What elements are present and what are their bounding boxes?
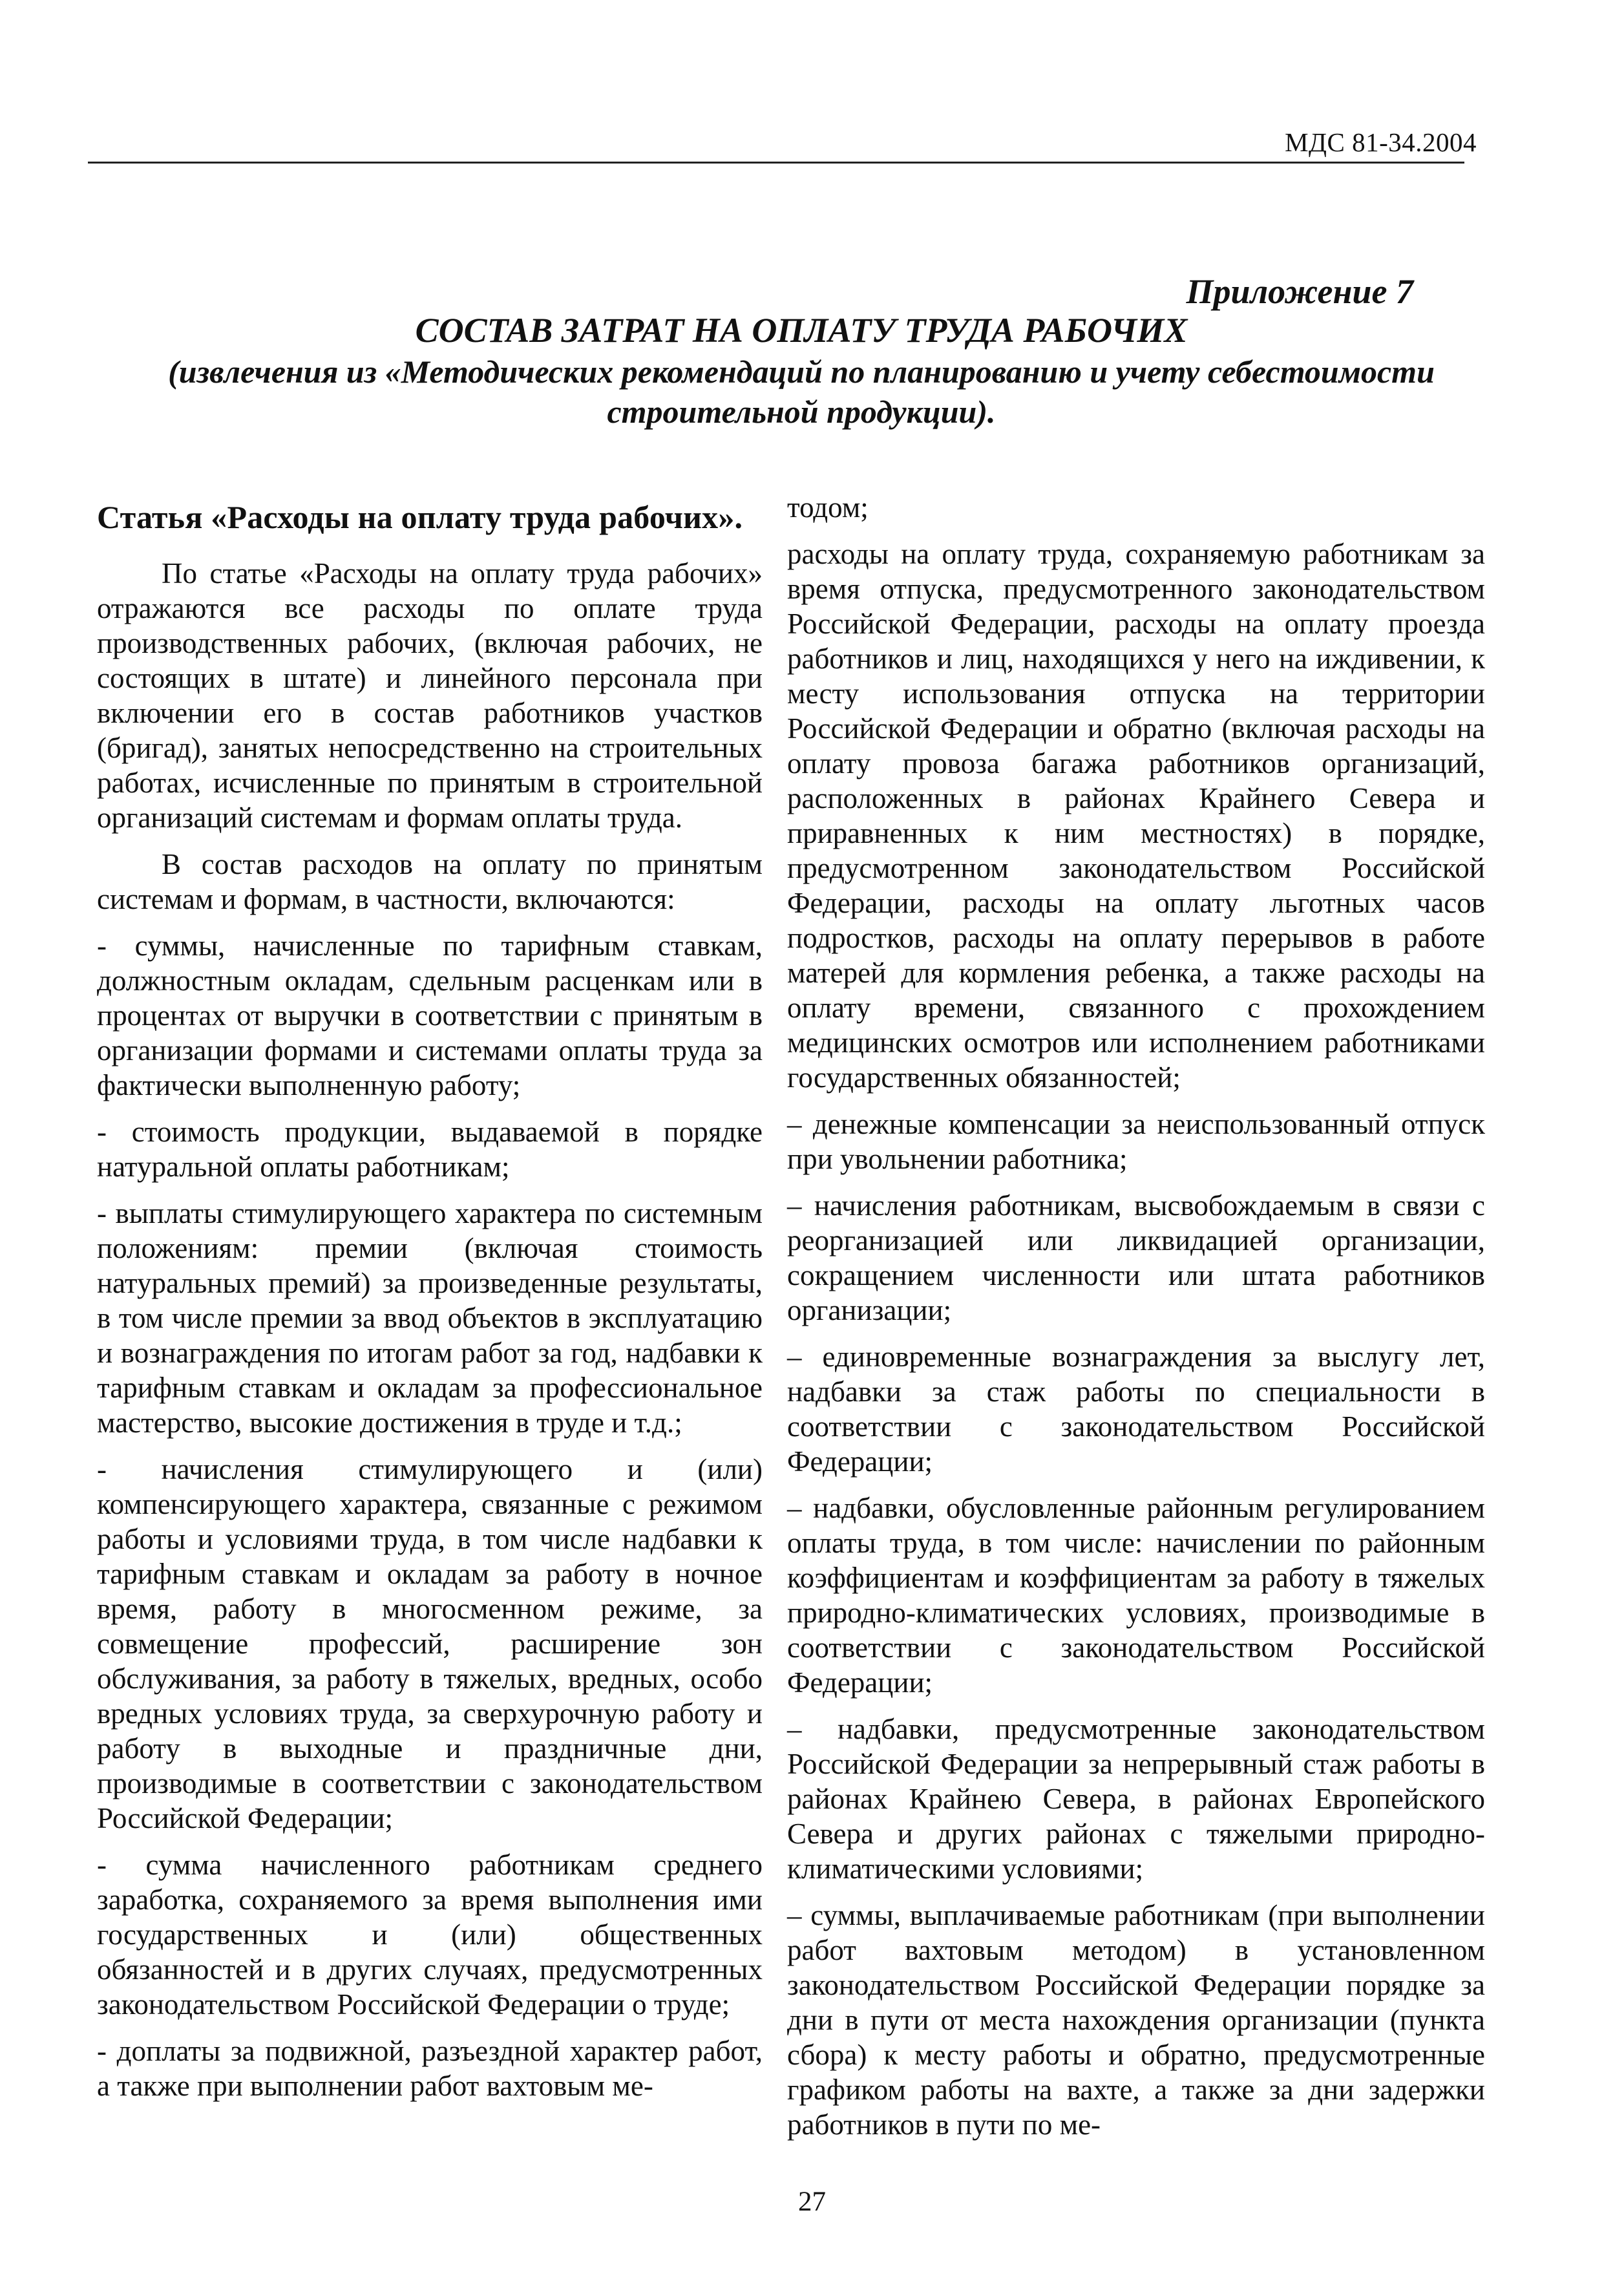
list-item: - доплаты за подвижной, разъездной характер работ, а также при выполнении работ вахтовым ме- (97, 2035, 763, 2102)
list-item: – надбавки, предусмотренные законодательством Российской Федерации за непрерывный стаж работы в районах Крайнею Севера, в районах Европейского Севера и других районах с тяжелыми природно-климатическими условиями; (787, 1713, 1485, 1885)
list-item: - выплаты стимулирующего характера по системным положениям: премии (включая стоимость натуральных премий) за произведенные результаты, в том числе премии за ввод объектов в эксплуатацию и вознаграждения по итогам работ за год, надбавки к тарифным ставкам и окладам за профессиональное мастерство, высокие достижения в труде и т.д.; (97, 1197, 763, 1439)
title-block (123, 309, 1480, 432)
list-item: – единовременные вознаграждения за выслугу лет, надбавки за стаж работы по специальности в соответствии с законодательством Российской Федерации; (787, 1341, 1485, 1478)
list-item: – надбавки, обусловленные районным регулированием оплаты труда, в том числе: начислении по районным коэффициентам и коэффициентам за работу в тяжелых природно-климатических условиях, производимые в соответствии с законодательством Российской Федерации; (787, 1492, 1485, 1699)
list-item: - суммы, начисленные по тарифным ставкам, должностным окладам, сдельным расценкам или в процентах от выручки в соответствии с принятым в организации формами и системами оплаты труда за фактически выполненную работу; (97, 929, 763, 1101)
list-item: - сумма начисленного работникам среднего заработка, сохраняемого за время выполнения ими государственных и (или) общественных обязанностей и в других случаях, предусмотренных законодательством Российской Федерации о труде; (97, 1849, 763, 2021)
document-code: МДС 81-34.2004 (1285, 127, 1477, 157)
article-title: Статья «Расходы на оплату труда рабочих». (97, 499, 743, 535)
paragraph: В состав расходов на оплату по принятым системам и формам, в частности, включаются: (97, 848, 763, 915)
left-column (97, 491, 763, 2115)
list-item: - начисления стимулирующего и (или) компенсирующего характера, связанные с режимом работы и условиями труда, в том числе надбавки к тарифным ставкам и окладам за работу в ночное время, работу в многосменном режиме, за совмещение профессий, расширение зон обслуживания, за работу в тяжелых, вредных, особо вредных условиях труда, за сверхурочную работу и работу в выходные и праздничные дни, производимые в соответствии с законодательством Российской Федерации; (97, 1453, 763, 1834)
right-column (787, 491, 1485, 2154)
page-number: 27 (798, 2187, 826, 2217)
list-item: – суммы, выплачиваемые работникам (при выполнении работ вахтовым методом) в установленном законодательством Российской Федерации порядке за дни в пути от места нахождения организации (пункта сбора) к месту работы и обратно, предусмотренные графиком работы на вахте, а также за дни задержки работников в пути по ме- (787, 1899, 1485, 2141)
document-title: СОСТАВ ЗАТРАТ НА ОПЛАТУ ТРУДА РАБОЧИХ (415, 311, 1188, 350)
paragraph: По статье «Расходы на оплату труда рабочих» отражаются все расходы по оплате труда производственных рабочих, (включая рабочих, не состоящих в штате) и линейного персонала при включении его в состав работников участков (бригад), занятых непосредственно на строительных работах, исчисленные по принятым в строительной организаций системам и формам оплаты труда. (97, 557, 763, 834)
list-item: – денежные компенсации за неиспользованный отпуск при увольнении работника; (787, 1108, 1485, 1175)
paragraph: расходы на оплату труда, сохраняемую работникам за время отпуска, предусмотренного законодательством Российской Федерации, расходы на оплату проезда работников и лиц, находящихся у него на иждивении, к месту использования отпуска на территории Российской Федерации и обратно (включая расходы на оплату провоза багажа работников организаций, расположенных в районах Крайнего Севера и приравненных к ним местностях) в порядке, предусмотренном законодательством Российской Федерации, расходы на оплату льготных часов подростков, расходы на оплату перерывов в работе матерей для кормления ребенка, а также расходы на оплату времени, связанного с прохождением медицинских осмотров или исполнением работниками государственных обязанностей; (787, 538, 1485, 1094)
paragraph: тодом; (787, 491, 869, 524)
header-rule (88, 162, 1464, 164)
appendix-label: Приложение 7 (1186, 272, 1413, 311)
document-subtitle: (извлечения из «Методических рекомендаций по планированию и учету себестоимости строительной продукции). (168, 354, 1435, 430)
list-item: - стоимость продукции, выдаваемой в порядке натуральной оплаты работникам; (97, 1116, 763, 1183)
list-item: – начисления работникам, высвобождаемым в связи с реорганизацией или ликвидацией организации, сокращением численности или штата работников организации; (787, 1189, 1485, 1326)
